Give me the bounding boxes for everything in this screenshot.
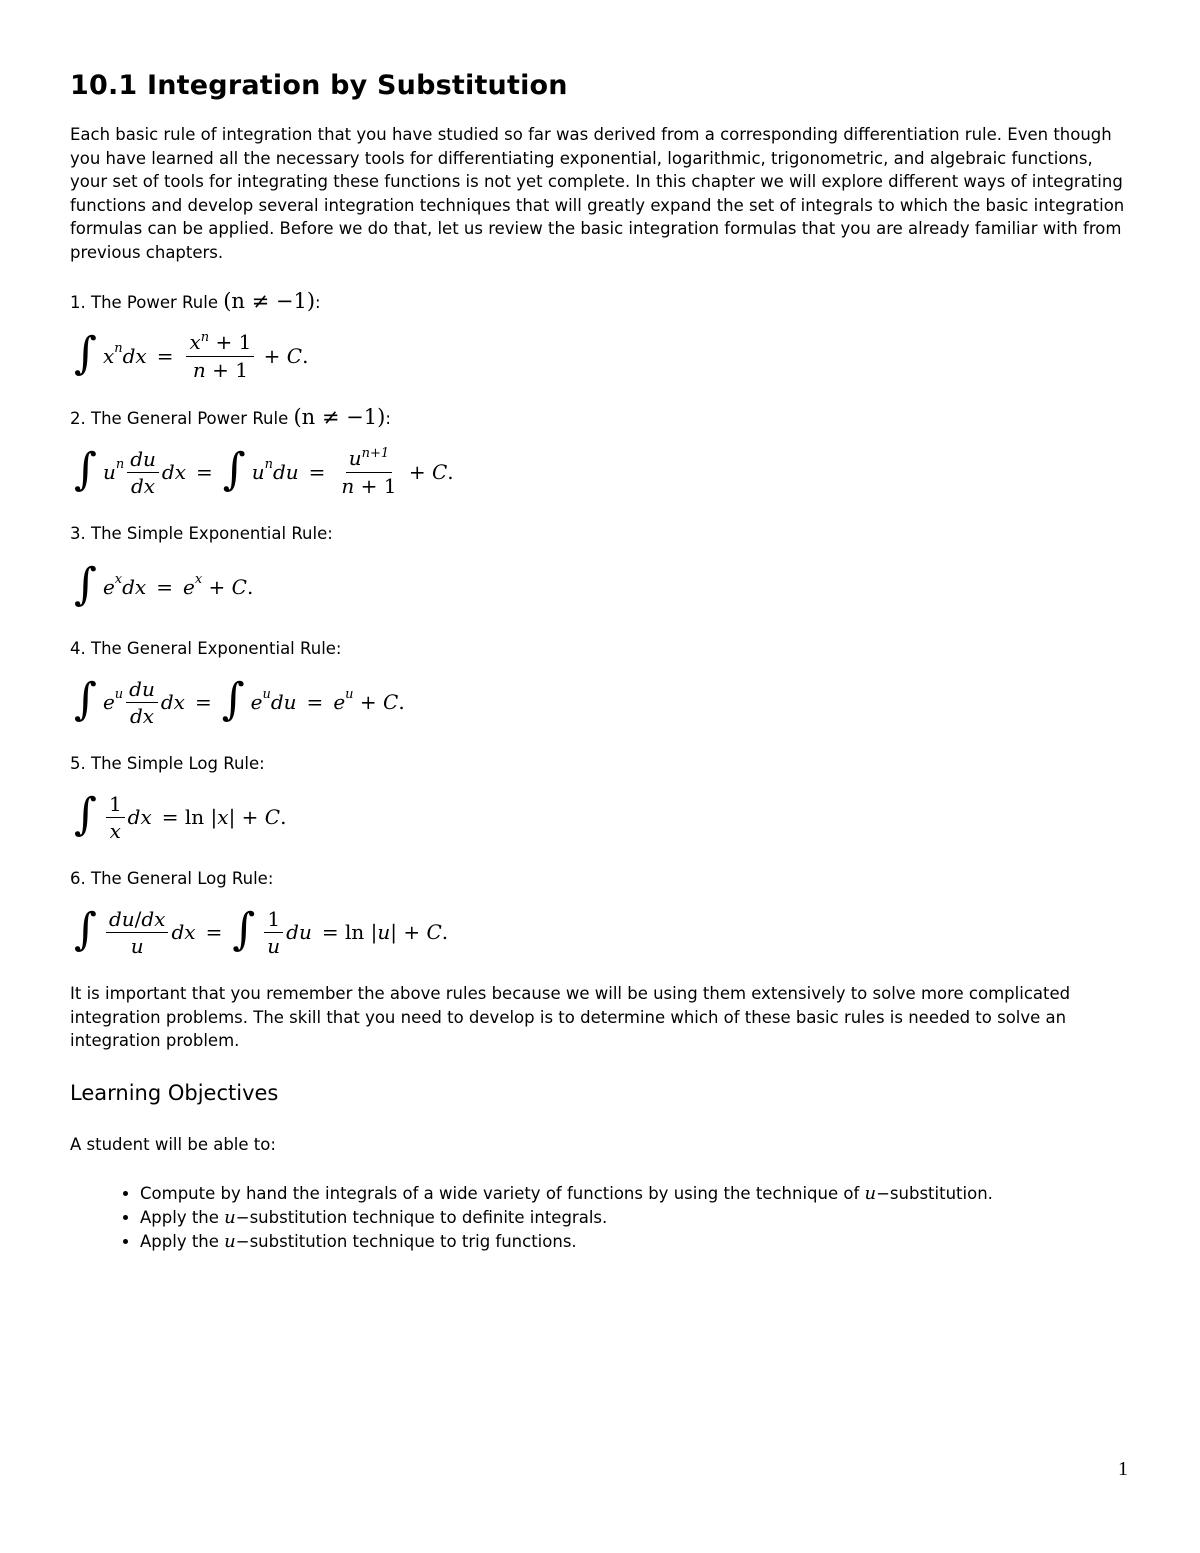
objective-item: • Apply the u−substitution technique to trig functions. [140, 1230, 1130, 1254]
rule-1-label: 1. The Power Rule (n ≠ −1): [70, 289, 321, 313]
objectives-lead: A student will be able to: [70, 1134, 276, 1154]
intro-paragraph: Each basic rule of integration that you have studied so far was derived from a corresponding differentiation rule. Even though you have learned all the necessary tools for differentiating exponential, logarithmic, trigonometric, and algebraic functions, your set of tools for integrating these functions is not yet complete. In this chapter we will explore different ways of integrating functions and develop several integration techniques that will greatly expand the set of integrals to which the basic integration formulas can be applied. Before we do that, let us review the basic integration formulas that you are already familiar with from previous chapters. [70, 125, 1125, 262]
objective-item: • Apply the u−substitution technique to definite integrals. [140, 1206, 1130, 1230]
page-number: 1 [1118, 1458, 1128, 1480]
general-exponential-rule-formula: ∫ e u $\frac{du}{dx}$ dx = ∫ e u du = e u + C . [74, 674, 405, 728]
objectives-list [70, 1182, 1130, 1254]
rule-2-label: 2. The General Power Rule (n ≠ −1): [70, 405, 391, 429]
document-page [70, 70, 1130, 1254]
general-log-rule-formula: ∫ $\frac{du/dx}{u}$ dx = ∫ $\frac{1}{u}$ du = ln | u | + C . [74, 904, 449, 958]
closing-paragraph: It is important that you remember the above rules because we will be using them extensively to solve more complicated integration problems. The skill that you need to develop is to determine which of these basic rules is needed to solve an integration problem. [70, 984, 1071, 1050]
general-power-rule-formula: ∫ u n $\frac{du}{dx}$ dx = ∫ u n du = $\frac{u^{n+1}}{n + 1}$ + C . [74, 444, 454, 498]
power-rule-formula: ∫ x n dx = $\frac{x^n + 1}{n + 1}$ + C . [74, 328, 309, 382]
rule-4-label: 4. The General Exponential Rule: [70, 639, 342, 658]
learning-objectives-heading: Learning Objectives [70, 1080, 279, 1105]
rule-6-label: 6. The General Log Rule: [70, 869, 274, 888]
rule-5-label: 5. The Simple Log Rule: [70, 754, 265, 773]
rule-3-label: 3. The Simple Exponential Rule: [70, 524, 333, 543]
page-title: 10.1 Integration by Substitution [70, 70, 568, 101]
simple-exponential-rule-formula: ∫ e x dx = e x + C . [74, 559, 254, 610]
simple-log-rule-formula: ∫ $\frac{1}{x}$ dx = ln | x | + C . [74, 789, 287, 843]
objective-item: • Compute by hand the integrals of a wide variety of functions by using the technique of u−substitution. [140, 1182, 1130, 1206]
